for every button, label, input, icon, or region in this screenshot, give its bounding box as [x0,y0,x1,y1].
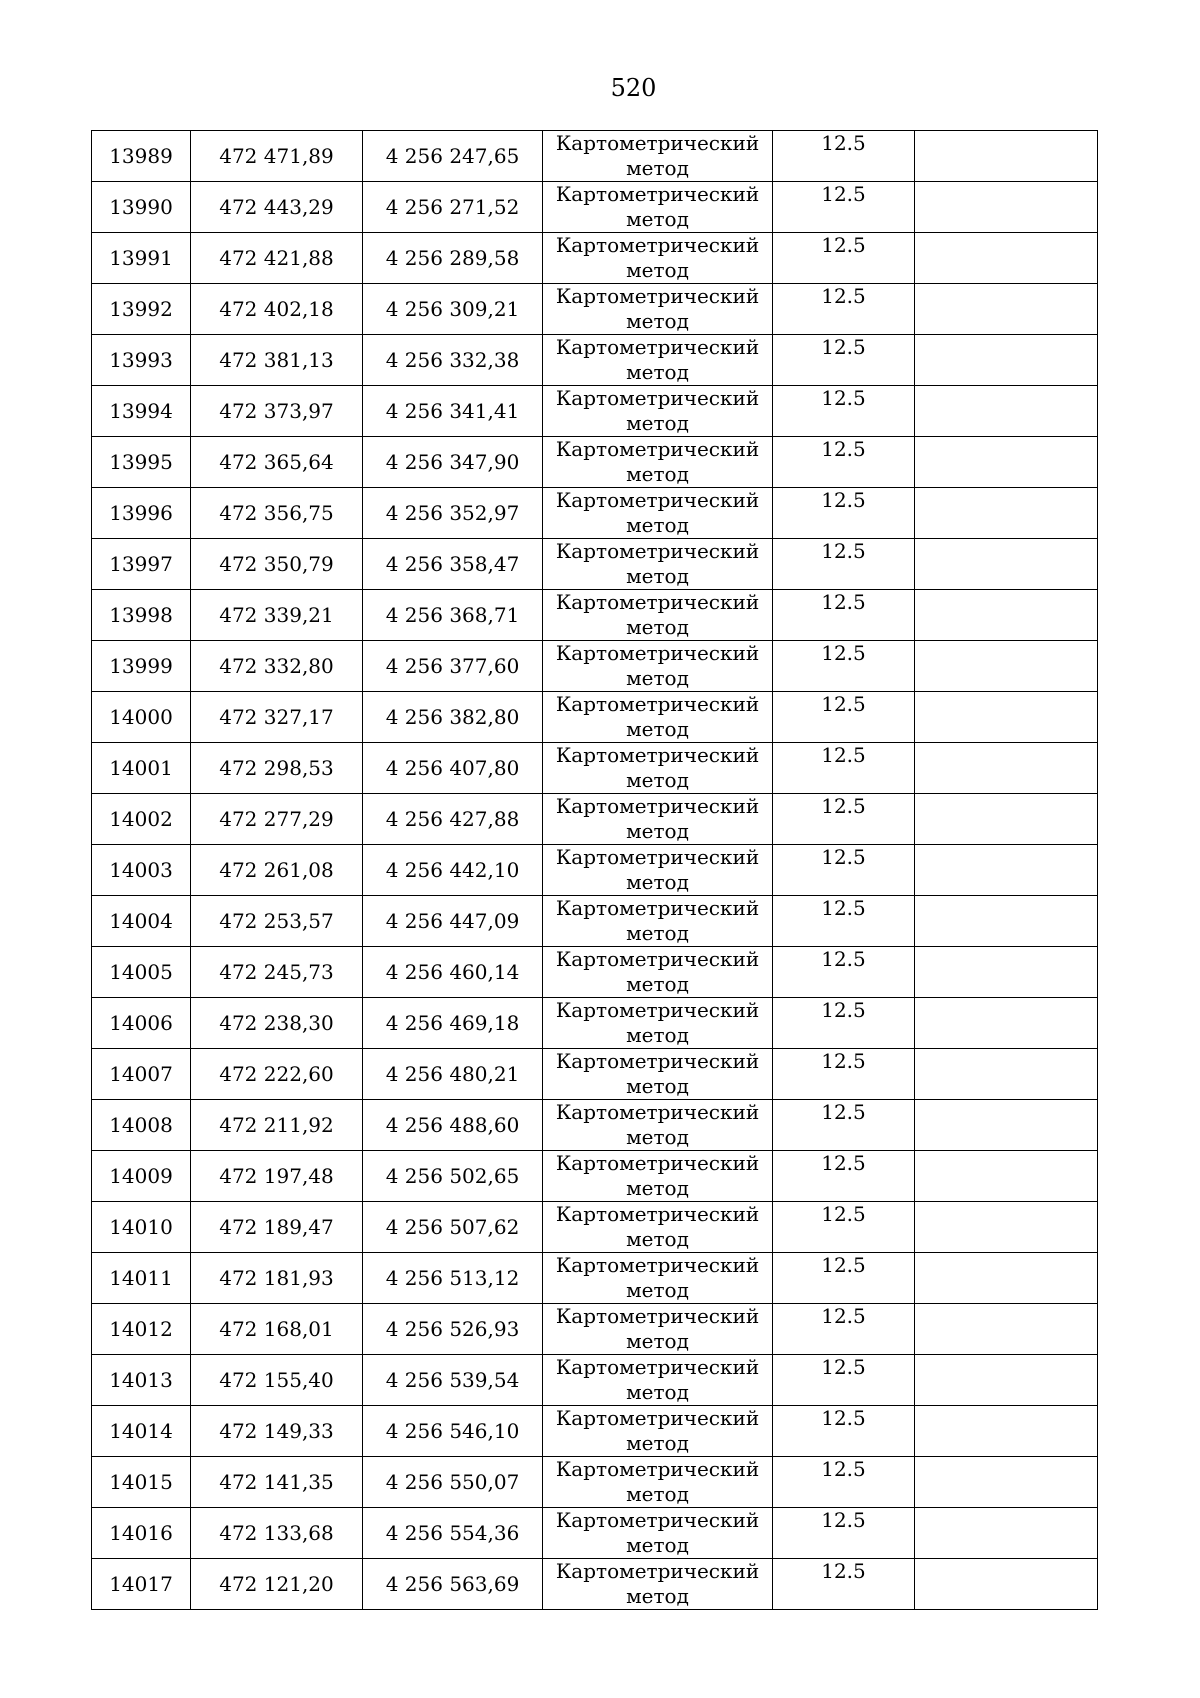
point-number-cell: 14016 [92,1508,191,1559]
empty-cell [915,488,1098,539]
accuracy-cell: 12.5 [773,1508,915,1559]
point-number-cell: 14014 [92,1406,191,1457]
accuracy-cell: 12.5 [773,590,915,641]
y-coordinate-cell: 4 256 368,71 [363,590,543,641]
x-coordinate-cell: 472 327,17 [191,692,363,743]
x-coordinate-cell: 472 189,47 [191,1202,363,1253]
table-row [92,386,1098,437]
empty-cell [915,947,1098,998]
method-line-1: Картометрический [555,590,760,614]
accuracy-cell: 12.5 [773,1151,915,1202]
method-line-2: метод [626,1227,689,1251]
table-row [92,845,1098,896]
x-coordinate-cell: 472 238,30 [191,998,363,1049]
y-coordinate-cell: 4 256 507,62 [363,1202,543,1253]
method-cell [543,1355,773,1406]
empty-cell [915,1508,1098,1559]
method-cell [543,488,773,539]
empty-cell [915,1406,1098,1457]
x-coordinate-cell: 472 253,57 [191,896,363,947]
table-row [92,335,1098,386]
empty-cell [915,998,1098,1049]
empty-cell [915,182,1098,233]
method-line-2: метод [626,258,689,282]
empty-cell [915,1253,1098,1304]
method-cell [543,539,773,590]
empty-cell [915,896,1098,947]
x-coordinate-cell: 472 339,21 [191,590,363,641]
table-row [92,182,1098,233]
method-line-1: Картометрический [555,1304,760,1328]
method-line-1: Картометрический [555,896,760,920]
point-number-cell: 14010 [92,1202,191,1253]
empty-cell [915,284,1098,335]
method-line-1: Картометрический [555,539,760,563]
empty-cell [915,692,1098,743]
accuracy-cell: 12.5 [773,1100,915,1151]
x-coordinate-cell: 472 181,93 [191,1253,363,1304]
y-coordinate-cell: 4 256 352,97 [363,488,543,539]
y-coordinate-cell: 4 256 309,21 [363,284,543,335]
accuracy-cell: 12.5 [773,335,915,386]
method-cell [543,1253,773,1304]
accuracy-cell: 12.5 [773,845,915,896]
point-number-cell: 13997 [92,539,191,590]
accuracy-cell: 12.5 [773,794,915,845]
accuracy-cell: 12.5 [773,1457,915,1508]
x-coordinate-cell: 472 421,88 [191,233,363,284]
accuracy-cell: 12.5 [773,1355,915,1406]
empty-cell [915,131,1098,182]
point-number-cell: 14004 [92,896,191,947]
table-row [92,1049,1098,1100]
method-cell [543,335,773,386]
accuracy-cell: 12.5 [773,896,915,947]
x-coordinate-cell: 472 261,08 [191,845,363,896]
method-cell [543,896,773,947]
x-coordinate-cell: 472 402,18 [191,284,363,335]
method-line-2: метод [626,360,689,384]
point-number-cell: 13990 [92,182,191,233]
empty-cell [915,845,1098,896]
y-coordinate-cell: 4 256 271,52 [363,182,543,233]
accuracy-cell: 12.5 [773,998,915,1049]
method-line-1: Картометрический [555,998,760,1022]
table-row [92,947,1098,998]
method-line-1: Картометрический [555,845,760,869]
point-number-cell: 13994 [92,386,191,437]
method-cell [543,233,773,284]
table-row [92,284,1098,335]
table-row [92,1559,1098,1610]
empty-cell [915,233,1098,284]
method-cell [543,1100,773,1151]
method-line-1: Картометрический [555,794,760,818]
method-line-1: Картометрический [555,233,760,257]
y-coordinate-cell: 4 256 480,21 [363,1049,543,1100]
method-line-1: Картометрический [555,1559,760,1583]
page-number: 520 [610,74,657,102]
x-coordinate-cell: 472 133,68 [191,1508,363,1559]
table-row [92,896,1098,947]
method-line-2: метод [626,207,689,231]
point-number-cell: 14001 [92,743,191,794]
accuracy-cell: 12.5 [773,539,915,590]
method-line-1: Картометрический [555,1355,760,1379]
method-cell [543,1406,773,1457]
table-row [92,233,1098,284]
method-cell [543,641,773,692]
y-coordinate-cell: 4 256 442,10 [363,845,543,896]
method-cell [543,794,773,845]
table-row [92,794,1098,845]
method-line-1: Картометрический [555,743,760,767]
empty-cell [915,1304,1098,1355]
method-line-1: Картометрический [555,1202,760,1226]
method-line-2: метод [626,309,689,333]
y-coordinate-cell: 4 256 563,69 [363,1559,543,1610]
table-row [92,1304,1098,1355]
point-number-cell: 13996 [92,488,191,539]
x-coordinate-cell: 472 197,48 [191,1151,363,1202]
x-coordinate-cell: 472 245,73 [191,947,363,998]
method-cell [543,845,773,896]
method-line-1: Картометрический [555,488,760,512]
point-number-cell: 13989 [92,131,191,182]
point-number-cell: 14006 [92,998,191,1049]
accuracy-cell: 12.5 [773,1253,915,1304]
method-line-1: Картометрический [555,335,760,359]
method-cell [543,1151,773,1202]
method-line-2: метод [626,156,689,180]
method-cell [543,437,773,488]
method-line-2: метод [626,768,689,792]
empty-cell [915,437,1098,488]
method-line-1: Картометрический [555,131,760,155]
method-line-2: метод [626,666,689,690]
method-line-1: Картометрический [555,386,760,410]
table-row [92,1508,1098,1559]
point-number-cell: 14005 [92,947,191,998]
accuracy-cell: 12.5 [773,233,915,284]
method-line-2: метод [626,1278,689,1302]
x-coordinate-cell: 472 277,29 [191,794,363,845]
y-coordinate-cell: 4 256 546,10 [363,1406,543,1457]
method-cell [543,998,773,1049]
table-row [92,1100,1098,1151]
y-coordinate-cell: 4 256 289,58 [363,233,543,284]
method-line-2: метод [626,462,689,486]
method-cell [543,182,773,233]
accuracy-cell: 12.5 [773,1049,915,1100]
method-line-1: Картометрический [555,1151,760,1175]
method-line-1: Картометрический [555,1457,760,1481]
table-row [92,1151,1098,1202]
point-number-cell: 14007 [92,1049,191,1100]
x-coordinate-cell: 472 141,35 [191,1457,363,1508]
y-coordinate-cell: 4 256 347,90 [363,437,543,488]
method-line-2: метод [626,870,689,894]
method-cell [543,1508,773,1559]
empty-cell [915,1457,1098,1508]
y-coordinate-cell: 4 256 460,14 [363,947,543,998]
y-coordinate-cell: 4 256 469,18 [363,998,543,1049]
method-line-1: Картометрический [555,692,760,716]
accuracy-cell: 12.5 [773,1406,915,1457]
point-number-cell: 13995 [92,437,191,488]
method-line-2: метод [626,411,689,435]
x-coordinate-cell: 472 350,79 [191,539,363,590]
y-coordinate-cell: 4 256 382,80 [363,692,543,743]
method-cell [543,1202,773,1253]
point-number-cell: 14009 [92,1151,191,1202]
point-number-cell: 13998 [92,590,191,641]
method-line-1: Картометрический [555,1508,760,1532]
empty-cell [915,539,1098,590]
method-cell [543,131,773,182]
method-line-2: метод [626,615,689,639]
accuracy-cell: 12.5 [773,182,915,233]
point-number-cell: 14017 [92,1559,191,1610]
empty-cell [915,1100,1098,1151]
y-coordinate-cell: 4 256 539,54 [363,1355,543,1406]
method-cell [543,590,773,641]
method-cell [543,1457,773,1508]
method-line-2: метод [626,1074,689,1098]
accuracy-cell: 12.5 [773,692,915,743]
method-line-2: метод [626,717,689,741]
point-number-cell: 13999 [92,641,191,692]
method-line-2: метод [626,921,689,945]
empty-cell [915,794,1098,845]
method-line-2: метод [626,1380,689,1404]
method-line-2: метод [626,972,689,996]
method-line-1: Картометрический [555,1406,760,1430]
method-line-1: Картометрический [555,437,760,461]
x-coordinate-cell: 472 149,33 [191,1406,363,1457]
table-row [92,590,1098,641]
accuracy-cell: 12.5 [773,743,915,794]
method-line-1: Картометрический [555,1100,760,1124]
method-line-1: Картометрический [555,1253,760,1277]
method-line-1: Картометрический [555,182,760,206]
table-row [92,131,1098,182]
table-row [92,539,1098,590]
table-row [92,641,1098,692]
y-coordinate-cell: 4 256 332,38 [363,335,543,386]
method-cell [543,692,773,743]
method-cell [543,1559,773,1610]
x-coordinate-cell: 472 155,40 [191,1355,363,1406]
empty-cell [915,743,1098,794]
table-row [92,1355,1098,1406]
method-line-1: Картометрический [555,947,760,971]
y-coordinate-cell: 4 256 427,88 [363,794,543,845]
point-number-cell: 13991 [92,233,191,284]
table-row [92,1202,1098,1253]
empty-cell [915,1049,1098,1100]
method-line-2: метод [626,1023,689,1047]
point-number-cell: 13993 [92,335,191,386]
empty-cell [915,1151,1098,1202]
table-row [92,1457,1098,1508]
x-coordinate-cell: 472 381,13 [191,335,363,386]
method-cell [543,947,773,998]
x-coordinate-cell: 472 298,53 [191,743,363,794]
accuracy-cell: 12.5 [773,1304,915,1355]
empty-cell [915,386,1098,437]
table-row [92,437,1098,488]
method-line-1: Картометрический [555,284,760,308]
method-line-2: метод [626,1431,689,1455]
table-row [92,1406,1098,1457]
empty-cell [915,335,1098,386]
method-cell [543,386,773,437]
table-row [92,488,1098,539]
method-line-1: Картометрический [555,641,760,665]
y-coordinate-cell: 4 256 513,12 [363,1253,543,1304]
point-number-cell: 14000 [92,692,191,743]
accuracy-cell: 12.5 [773,1559,915,1610]
method-line-2: метод [626,819,689,843]
y-coordinate-cell: 4 256 341,41 [363,386,543,437]
point-number-cell: 14013 [92,1355,191,1406]
accuracy-cell: 12.5 [773,386,915,437]
method-line-2: метод [626,1125,689,1149]
x-coordinate-cell: 472 332,80 [191,641,363,692]
accuracy-cell: 12.5 [773,488,915,539]
method-line-2: метод [626,1329,689,1353]
method-line-2: метод [626,564,689,588]
table-row [92,1253,1098,1304]
accuracy-cell: 12.5 [773,641,915,692]
table-body [92,131,1098,1610]
point-number-cell: 13992 [92,284,191,335]
method-line-2: метод [626,1176,689,1200]
x-coordinate-cell: 472 471,89 [191,131,363,182]
x-coordinate-cell: 472 365,64 [191,437,363,488]
empty-cell [915,1559,1098,1610]
y-coordinate-cell: 4 256 526,93 [363,1304,543,1355]
accuracy-cell: 12.5 [773,131,915,182]
method-cell [543,1304,773,1355]
y-coordinate-cell: 4 256 358,47 [363,539,543,590]
method-line-2: метод [626,1584,689,1608]
accuracy-cell: 12.5 [773,947,915,998]
accuracy-cell: 12.5 [773,284,915,335]
method-cell [543,743,773,794]
y-coordinate-cell: 4 256 488,60 [363,1100,543,1151]
coordinates-table [91,130,1098,1610]
point-number-cell: 14015 [92,1457,191,1508]
empty-cell [915,1202,1098,1253]
point-number-cell: 14002 [92,794,191,845]
y-coordinate-cell: 4 256 247,65 [363,131,543,182]
empty-cell [915,590,1098,641]
empty-cell [915,1355,1098,1406]
x-coordinate-cell: 472 356,75 [191,488,363,539]
y-coordinate-cell: 4 256 377,60 [363,641,543,692]
method-line-2: метод [626,1533,689,1557]
method-line-2: метод [626,513,689,537]
table-row [92,692,1098,743]
x-coordinate-cell: 472 121,20 [191,1559,363,1610]
empty-cell [915,641,1098,692]
method-line-1: Картометрический [555,1049,760,1073]
x-coordinate-cell: 472 168,01 [191,1304,363,1355]
x-coordinate-cell: 472 222,60 [191,1049,363,1100]
y-coordinate-cell: 4 256 447,09 [363,896,543,947]
point-number-cell: 14003 [92,845,191,896]
method-cell [543,1049,773,1100]
y-coordinate-cell: 4 256 502,65 [363,1151,543,1202]
method-cell [543,284,773,335]
point-number-cell: 14012 [92,1304,191,1355]
table-row [92,998,1098,1049]
x-coordinate-cell: 472 211,92 [191,1100,363,1151]
y-coordinate-cell: 4 256 550,07 [363,1457,543,1508]
point-number-cell: 14008 [92,1100,191,1151]
point-number-cell: 14011 [92,1253,191,1304]
accuracy-cell: 12.5 [773,437,915,488]
method-line-2: метод [626,1482,689,1506]
x-coordinate-cell: 472 443,29 [191,182,363,233]
x-coordinate-cell: 472 373,97 [191,386,363,437]
table-row [92,743,1098,794]
y-coordinate-cell: 4 256 554,36 [363,1508,543,1559]
accuracy-cell: 12.5 [773,1202,915,1253]
y-coordinate-cell: 4 256 407,80 [363,743,543,794]
